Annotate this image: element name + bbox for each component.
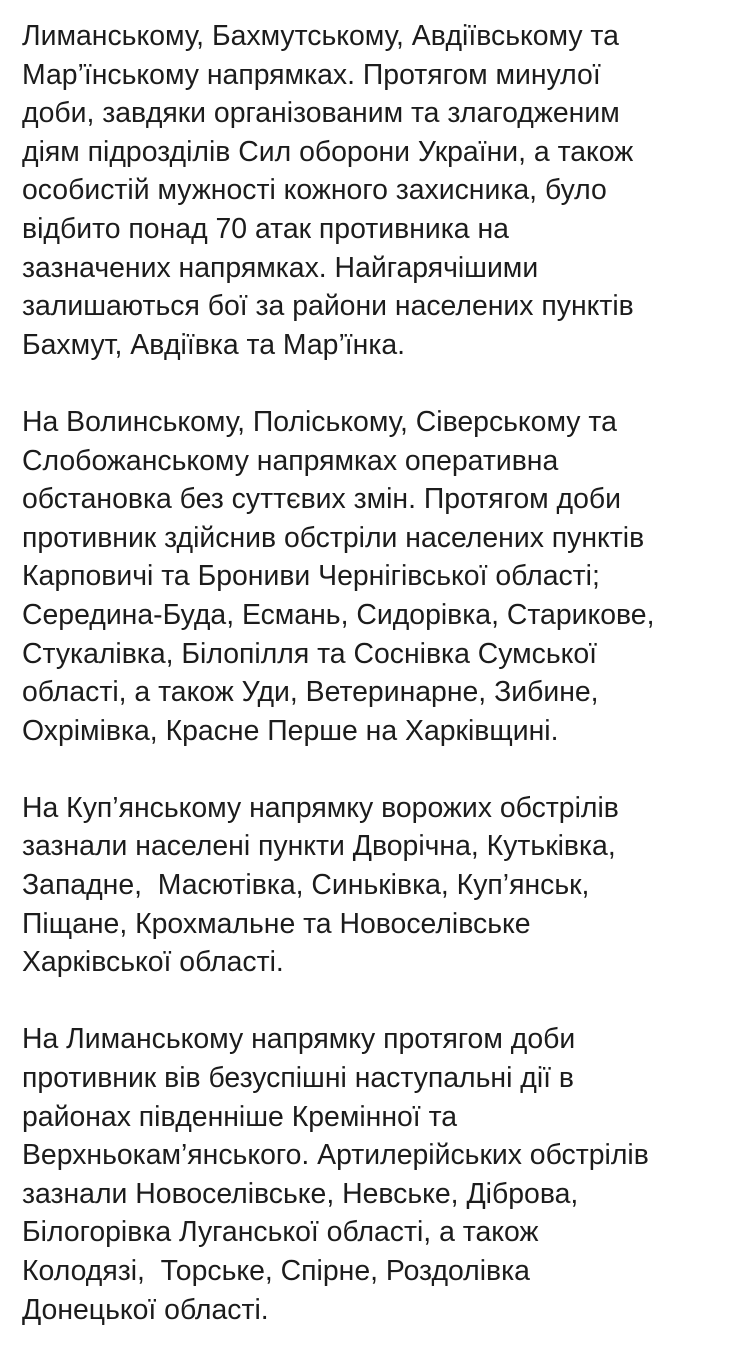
text-line: області, а також Уди, Ветеринарне, Зибине, [22,676,599,709]
text-line: Верхньокам’янського. Артилерійських обстрілів [22,1139,649,1172]
text-line: Карповичі та Брониви Чернігівської області; [22,560,600,593]
text-line: На Волинському, Поліському, Сіверському та [22,405,617,438]
text-line: Піщане, Крохмальне та Новоселівське [22,907,531,940]
text-line: Слобожанському напрямках оперативна [22,444,559,477]
paragraph-2 [22,403,722,750]
paragraph-3 [22,789,722,982]
text-line: Середина-Буда, Есмань, Сидорівка, Старикове, [22,598,655,631]
paragraph-4 [22,1020,722,1329]
text-line: зазначених напрямках. Найгарячішими [22,251,539,284]
text-line: противник вів безуспішні наступальні дії в [22,1062,574,1095]
text-line: відбито понад 70 атак противника на [22,212,509,245]
text-line: противник здійснив обстріли населених пунктів [22,521,645,554]
text-line: Колодязі, Торське, Спірне, Роздолівка [22,1255,530,1287]
text-line: обстановка без суттєвих змін. Протягом доби [22,483,622,516]
text-line: На Куп’янському напрямку ворожих обстрілів [22,791,619,824]
text-line: Бахмут, Авдіївка та Мар’їнка. [22,328,406,361]
text-line: Охрімівка, Красне Перше на Харківщині. [22,714,559,747]
text-line: доби, завдяки організованим та злагодженим [22,97,620,130]
text-line: районах південніше Кремінної та [22,1100,458,1133]
text-line-cut-off: Донецької області. [22,1293,269,1326]
text-line: залишаються бої за райони населених пунктів [22,290,634,323]
text-line: На Лиманському напрямку протягом доби [22,1023,576,1056]
text-line: Западне, Масютівка, Синьківка, Куп’янськ, [22,869,590,902]
text-line: Харківської області. [22,946,284,979]
text-line: зазнали Новоселівське, Невське, Діброва, [22,1177,579,1210]
text-line: Мар’їнському напрямках. Протягом минулої [22,58,601,91]
text-line: діям підрозділів Сил оборони України, а також [22,135,634,168]
text-line: Лиманському, Бахмутському, Авдіївському та [22,20,619,52]
text-line: Стукалівка, Білопілля та Соснівка Сумської [22,637,598,670]
text-line: особистій мужності кожного захисника, було [22,174,607,207]
text-line: Білогорівка Луганської області, а також [22,1216,539,1249]
text-line: зазнали населені пункти Дворічна, Кутьківка, [22,830,616,863]
post-text [22,17,722,1368]
paragraph-1 [22,17,722,364]
